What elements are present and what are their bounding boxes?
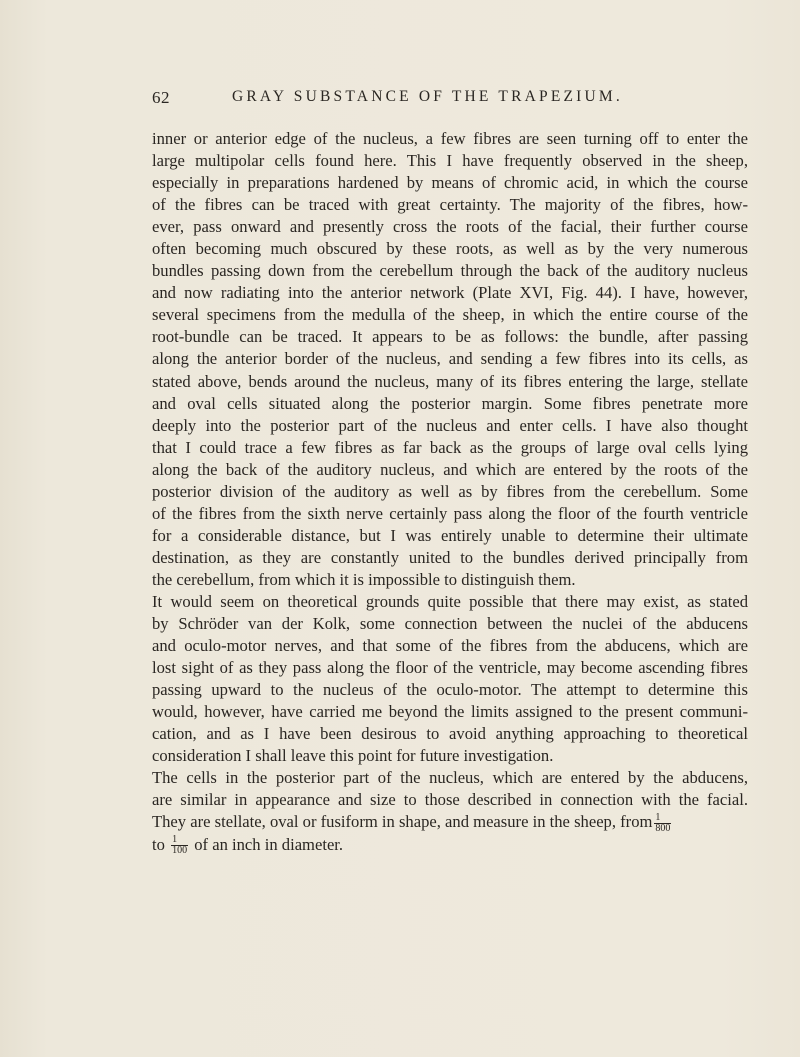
fraction-one-hundredth bbox=[171, 835, 188, 856]
text-line: and oculo-motor nerves, and that some of the fibres from the abducens, which are bbox=[152, 636, 748, 656]
text-line: consideration I shall leave this point for future investigation. bbox=[152, 746, 554, 766]
text-line: along the back of the auditory nucleus, and which are entered by the roots of the bbox=[152, 459, 748, 479]
running-title: GRAY SUBSTANCE OF THE TRAPEZIUM. bbox=[232, 88, 623, 105]
text-segment: to bbox=[152, 834, 165, 854]
text-line: especially in preparations hardened by means of chromic acid, in which the course bbox=[152, 173, 748, 193]
text-line: inner or anterior edge of the nucleus, a few fibres are seen turning off to enter the bbox=[152, 129, 748, 148]
text-line: stated above, bends around the nucleus, many of its fibres entering the large, stellate bbox=[152, 371, 748, 391]
page-header bbox=[152, 88, 742, 112]
text-line: for a considerable distance, but I was entirely unable to determine their ultimate bbox=[152, 525, 748, 545]
text-line: The cells in the posterior part of the nucleus, which are entered by the abducens, bbox=[152, 768, 748, 788]
text-line: destination, as they are constantly united to the bundles derived principally from bbox=[152, 547, 748, 567]
body-text bbox=[152, 128, 748, 856]
text-line: the cerebellum, from which it is impossible to distinguish them. bbox=[152, 569, 576, 589]
text-line: posterior division of the auditory as well as by fibres from the cerebellum. Some bbox=[152, 481, 748, 501]
fraction-denominator: 100 bbox=[172, 845, 188, 857]
text-line: lost sight of as they pass along the floor of the ventricle, may become ascending fibres bbox=[152, 658, 748, 678]
text-line: along the anterior border of the nucleus, and sending a few fibres into its cells, as bbox=[152, 349, 748, 369]
text-line: that I could trace a few fibres as far back as the groups of large oval cells lying bbox=[152, 437, 748, 457]
text-line: of the fibres from the sixth nerve certainly pass along the floor of the fourth ventricle bbox=[152, 503, 748, 523]
text-segment: They are stellate, oval or fusiform in shape, and measure in the sheep, from bbox=[152, 812, 653, 832]
text-line: and oval cells situated along the posterior margin. Some fibres penetrate more bbox=[152, 393, 748, 413]
text-line-final bbox=[152, 834, 748, 856]
text-line: by Schröder van der Kolk, some connection between the nuclei of the abducens bbox=[152, 614, 748, 634]
page-number: 62 bbox=[152, 88, 170, 107]
text-line-with-fraction bbox=[152, 811, 748, 833]
text-line: several specimens from the medulla of the sheep, in which the entire course of the bbox=[152, 305, 748, 325]
text-line: passing upward to the nucleus of the oculo-motor. The attempt to determine this bbox=[152, 680, 748, 700]
fraction-one-eight-hundredth bbox=[654, 813, 671, 834]
text-line: cation, and as I have been desirous to avoid anything approaching to theoretical bbox=[152, 724, 748, 744]
text-line: It would seem on theoretical grounds quite possible that there may exist, as stated bbox=[152, 591, 748, 611]
text-line: are similar in appearance and size to those described in connection with the facial. bbox=[152, 790, 748, 810]
text-line: large multipolar cells found here. This I have frequently observed in the sheep, bbox=[152, 151, 748, 171]
fraction-denominator: 800 bbox=[655, 823, 671, 835]
text-line: ever, pass onward and presently cross the roots of the facial, their further course bbox=[152, 217, 748, 237]
text-line: root-bundle can be traced. It appears to be as follows: the bundle, after passing bbox=[152, 327, 748, 347]
text-line: of the fibres can be traced with great certainty. The majority of the fibres, how- bbox=[152, 195, 748, 215]
text-segment: of an inch in diameter. bbox=[194, 834, 344, 854]
fraction-numerator: 1 bbox=[171, 835, 188, 846]
text-line: deeply into the posterior part of the nucleus and enter cells. I have also thought bbox=[152, 415, 748, 435]
text-line: would, however, have carried me beyond the limits assigned to the present communi- bbox=[152, 702, 748, 722]
text-line: often becoming much obscured by these roots, as well as by the very numerous bbox=[152, 239, 748, 259]
text-line: and now radiating into the anterior network (Plate XVI, Fig. 44). I have, however, bbox=[152, 283, 748, 303]
text-line: bundles passing down from the cerebellum through the back of the auditory nucleus bbox=[152, 261, 748, 281]
fraction-numerator: 1 bbox=[654, 813, 671, 824]
